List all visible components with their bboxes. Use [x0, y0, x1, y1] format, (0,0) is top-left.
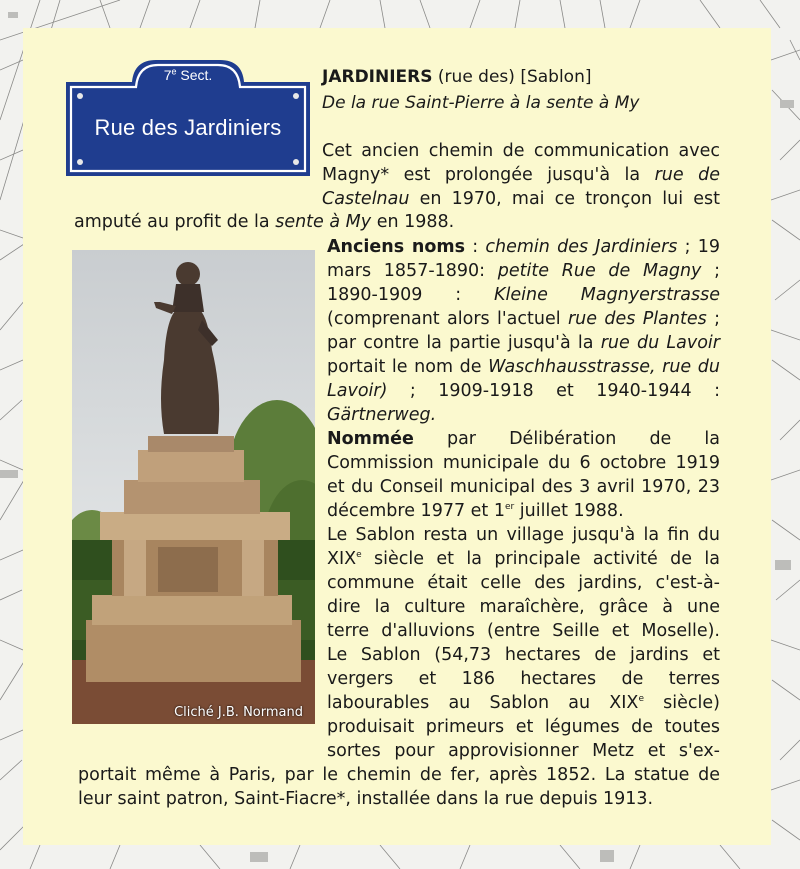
- sablon-line-9: produisait primeurs et légumes de toutes: [327, 717, 720, 737]
- sablon-line-4: dire la culture maraîchère, grâce à une: [327, 597, 720, 617]
- sablon-line-12: leur saint patron, Saint-Fiacre*, installée dans la rue depuis 1913.: [78, 789, 654, 809]
- sign-section: 7e Sect.: [163, 66, 213, 83]
- anciens-line-2: mars 1857-1890: petite Rue de Magny ;: [327, 261, 720, 281]
- nommee-line-3: et du Conseil municipal des 3 avril 1970, 23: [327, 477, 720, 497]
- anciens-line-8: Gärtnerweg.: [327, 405, 437, 425]
- intro-line-3: Castelnau en 1970, mai ce tronçon lui est: [322, 189, 720, 209]
- sablon-line-3: commune était celle des jardins, c'est-à-: [327, 573, 720, 593]
- intro-line-2: Magny* est prolongée jusqu'à la rue de: [322, 165, 720, 185]
- sablon-line-5: terre d'alluvions (entre Seille et Moselle).: [327, 621, 720, 641]
- nommee-line-1: Nommée par Délibération de la: [327, 429, 720, 449]
- entry-subtitle: De la rue Saint-Pierre à la sente à My: [322, 93, 640, 113]
- sablon-line-11: portait même à Paris, par le chemin de fer, après 1852. La statue de: [78, 765, 720, 785]
- nommee-line-4: décembre 1977 et 1er juillet 1988.: [327, 501, 624, 521]
- photo-credit: Cliché J.B. Normand: [174, 705, 303, 720]
- anciens-line-6: portait le nom de Waschhausstrasse, rue du: [327, 357, 721, 377]
- sablon-line-6: Le Sablon (54,73 hectares de jardins et: [327, 645, 720, 665]
- intro-line-4: amputé au profit de la sente à My en 1988.: [74, 212, 455, 232]
- anciens-line-4: (comprenant alors l'actuel rue des Plantes ;: [327, 309, 720, 329]
- sablon-line-10: sortes pour approvisionner Metz et s'ex-: [327, 741, 720, 761]
- sablon-line-7: vergers et 186 hectares de terres: [327, 669, 720, 689]
- entry-title: JARDINIERS (rue des) [Sablon]: [322, 67, 592, 87]
- anciens-line-1: Anciens noms : chemin des Jardiniers ; 19: [327, 237, 721, 257]
- street-sign: [66, 58, 310, 176]
- anciens-line-7: Lavoir) ; 1909-1918 et 1940-1944 :: [327, 381, 720, 401]
- saint-fiacre-statue-photo: [72, 250, 315, 724]
- sign-street-name: Rue des Jardiniers: [94, 115, 282, 140]
- intro-line-1: Cet ancien chemin de communication avec: [322, 141, 720, 161]
- nommee-line-2: Commission municipale du 6 octobre 1919: [327, 453, 720, 473]
- sablon-line-8: labourables au Sablon au XIXe siècle): [327, 693, 721, 713]
- anciens-line-3: 1890-1909 : Kleine Magnyerstrasse: [327, 285, 720, 305]
- anciens-line-5: par contre la partie jusqu'à la rue du Lavoir: [327, 333, 720, 353]
- sablon-line-2: XIXe siècle et la principale activité de la: [327, 549, 720, 569]
- sablon-line-1: Le Sablon resta un village jusqu'à la fin du: [327, 525, 720, 545]
